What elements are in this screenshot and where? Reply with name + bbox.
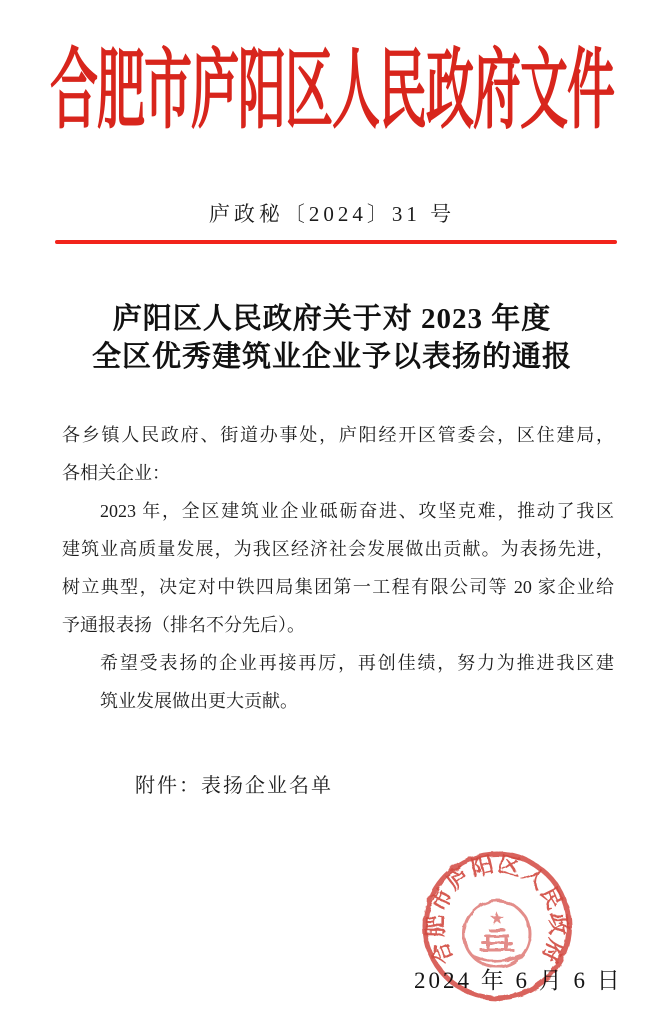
emblem-gear-arc-icon <box>473 956 521 961</box>
doc-title <box>0 300 664 376</box>
letterhead <box>0 34 664 140</box>
emblem-star-icon: ★ <box>489 909 505 929</box>
national-emblem <box>464 901 530 967</box>
body-line: 各乡镇人民政府、街道办事处，庐阳经开区管委会，区住建局， <box>62 425 614 445</box>
attachment-note: 附件：表扬企业名单 <box>135 775 333 797</box>
doc-title-line1: 庐阳区人民政府关于对 2023 年度 <box>112 303 552 335</box>
emblem-wreath-circle <box>464 901 530 967</box>
document-date: 2024 年 6 月 6 日 <box>414 968 623 993</box>
body-line: 各相关企业： <box>62 463 170 483</box>
doc-title-line2: 全区优秀建筑业企业予以表扬的通报 <box>91 341 572 373</box>
body-paragraphs <box>62 420 614 724</box>
body-line: 树立典型，决定对中铁四局集团第一工程有限公司等 20 家企业给 <box>62 577 614 597</box>
emblem-gate-icon <box>481 930 513 950</box>
body-line: 2023 年，全区建筑业企业砥砺奋进、攻坚克难，推动了我区 <box>100 501 614 521</box>
seal-text: 合肥市庐阳区人民政府 <box>422 851 572 969</box>
letterhead-org-title: 合肥市庐阳区人民政府文件 <box>49 42 614 140</box>
doc-number: 庐政秘〔2024〕31 号 <box>208 202 456 226</box>
body-line: 希望受表扬的企业再接再厉，再创佳绩，努力为推进我区建 <box>100 653 614 673</box>
body-line: 筑业发展做出更大贡献。 <box>100 691 298 711</box>
body-line: 建筑业高质量发展，为我区经济社会发展做出贡献。为表扬先进， <box>62 539 614 559</box>
red-divider-line <box>55 240 617 244</box>
body-line: 予通报表扬（排名不分先后）。 <box>62 615 305 635</box>
seal-text-arc <box>423 851 571 968</box>
